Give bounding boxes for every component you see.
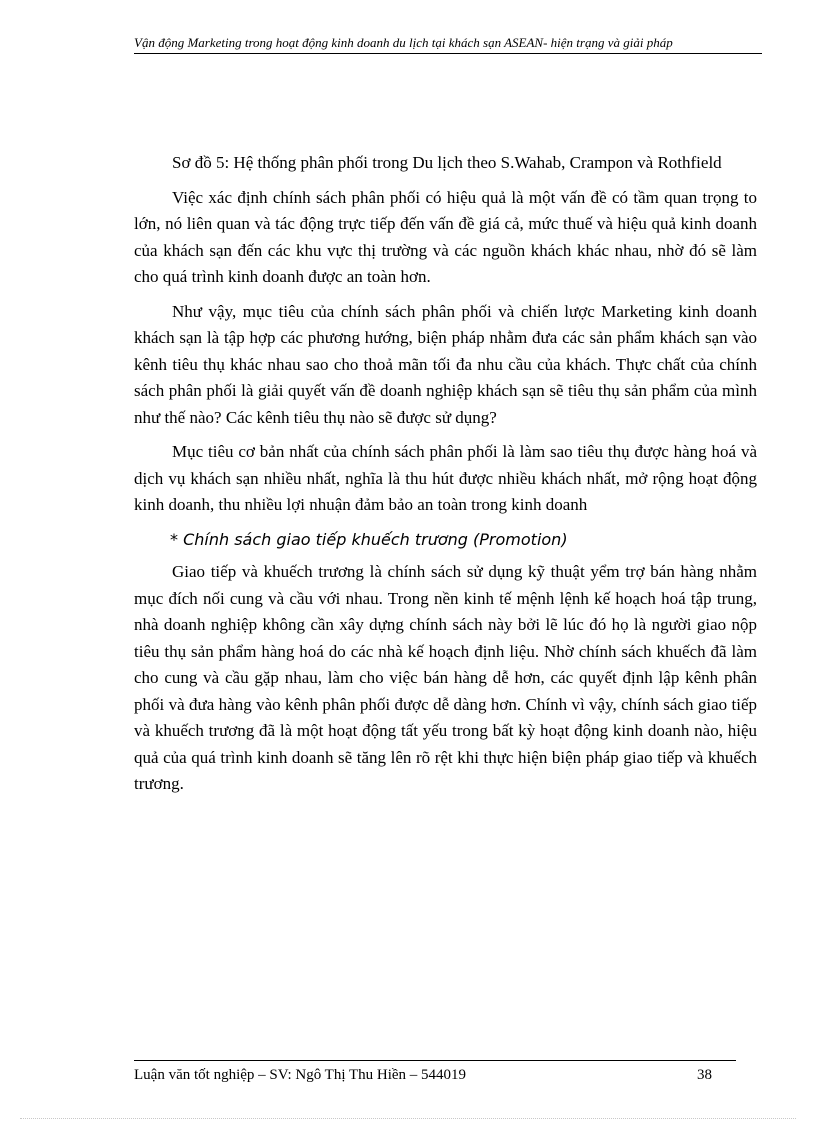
paragraph-basic-objective: Mục tiêu cơ bản nhất của chính sách phân phối là làm sao tiêu thụ được hàng hoá và dịch vụ khách sạn nhiều nhất, nghĩa là thu hút được nhiều khách nhất, mở rộng hoạt động kinh doanh, thu nhiều lợi nhuận đảm bảo an toàn trong kinh doanh [134,442,757,514]
paragraph-promotion: Giao tiếp và khuếch trương là chính sách sử dụng kỹ thuật yểm trợ bán hàng nhằm mục đích nối cung và cầu với nhau. Trong nền kinh tế mệnh lệnh kế hoạch hoá tập trung, nhà doanh nghiệp không cần xây dựng chính sách này bởi lẽ lúc đó họ là người giao nộp tiêu thụ sản phẩm hàng hoá do các nhà kế hoạch định liệu. Nhờ chính sách khuếch đã làm cho cung và cầu gặp nhau, làm cho việc bán hàng dễ hơn, các quyết định lập kênh phân phối và đưa hàng vào kênh phân phối được dễ dàng hơn. Chính vì vậy, chính sách giao tiếp và khuếch trương đã là một hoạt động tất yếu trong bất kỳ hoạt động kinh doanh nào, hiệu quả của quá trình kinh doanh sẽ tăng lên rõ rệt khi thực hiện biện pháp giao tiếp và khuếch trương. [134,562,757,793]
section-heading-promotion: * Chính sách giao tiếp khuếch trương (Promotion) [170,529,568,549]
diagram-caption: Sơ đồ 5: Hệ thống phân phối trong Du lịch theo S.Wahab, Crampon và Rothfield [172,153,722,172]
header-title: Vận động Marketing trong hoạt động kinh doanh du lịch tại khách sạn ASEAN- hiện trạng và giải pháp [134,35,673,50]
page-footer [134,1060,736,1084]
page-bottom-divider [20,1118,796,1119]
running-header [134,34,762,54]
footer-author: Luận văn tốt nghiệp – SV: Ngô Thị Thu Hiền – 544019 [134,1067,467,1083]
paragraph-distribution-goal: Như vậy, mục tiêu của chính sách phân phối và chiến lược Marketing kinh doanh khách sạn là tập hợp các phương hướng, biện pháp nhằm đưa các sản phẩm khách sạn vào kênh tiêu thụ khác nhau sao cho thoả mãn tối đa nhu cầu của khách. Thực chất của chính sách phân phối là giải quyết vấn đề doanh nghiệp khách sạn sẽ tiêu thụ sản phẩm của mình như thế nào? Các kênh tiêu thụ nào sẽ được sử dụng? [134,301,757,427]
page-number: 38 [697,1067,712,1083]
document-body [134,150,757,806]
paragraph-distribution-policy: Việc xác định chính sách phân phối có hiệu quả là một vấn đề có tầm quan trọng to lớn, nó liên quan và tác động trực tiếp đến vấn đề giá cả, mức thuế và hiệu quả kinh doanh của khách sạn đến các khu vực thị trường và các nguồn khách khác nhau, nhờ đó sẽ làm cho quá trình kinh doanh được an toàn hơn. [134,187,757,286]
